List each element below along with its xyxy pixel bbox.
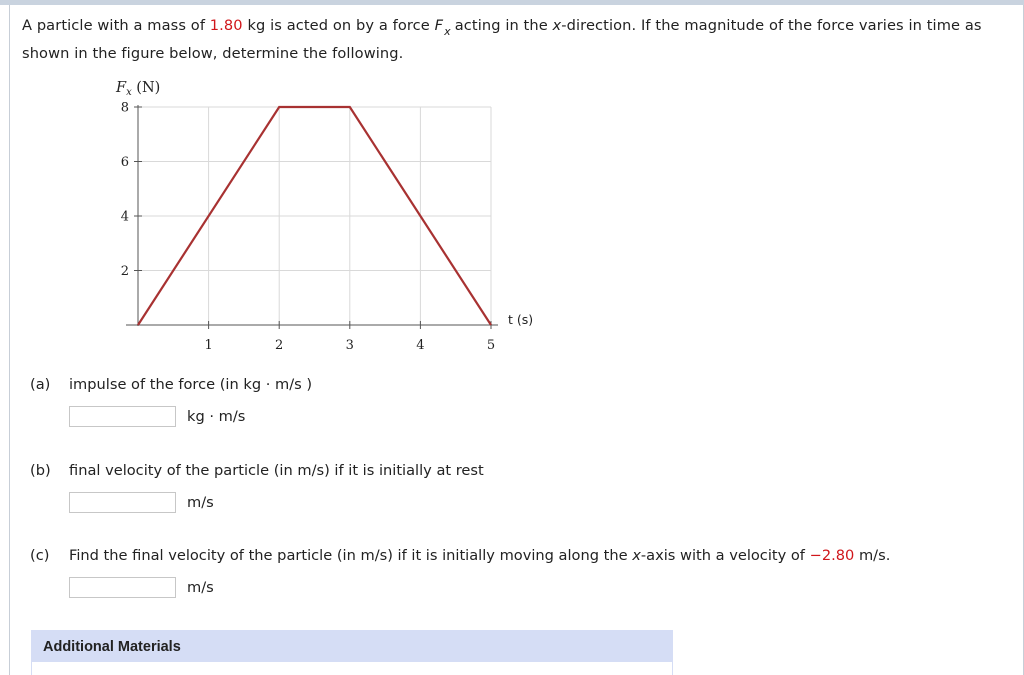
intro-text-2: kg is acted on by a force <box>242 17 435 34</box>
y-tick-label-6: 6 <box>120 155 129 170</box>
part-c-text-1: Find the final velocity of the particle (in m/s) if it is initially moving along the <box>69 547 633 564</box>
force-time-svg <box>100 70 560 360</box>
part-b-answer-input[interactable] <box>69 492 176 513</box>
part-c-velocity-value: −2.80 <box>809 547 855 564</box>
part-c-text-2: -axis with a velocity of <box>640 547 810 564</box>
part-c-unit: m/s <box>187 579 214 596</box>
grid-lines <box>138 107 491 325</box>
part-a-label: (a) <box>30 376 51 393</box>
x-tick-label-4: 4 <box>416 338 425 353</box>
part-c-answer-input[interactable] <box>69 577 176 598</box>
part-b-label: (b) <box>30 462 51 479</box>
part-c-x-italic: x <box>632 547 641 564</box>
y-tick-label-4: 4 <box>120 209 129 225</box>
part-b-unit: m/s <box>187 494 214 511</box>
intro-text-1: A particle with a mass of <box>22 17 210 34</box>
axes <box>126 105 498 329</box>
additional-materials-panel <box>31 630 673 675</box>
additional-materials-body <box>32 662 672 675</box>
part-b-text: final velocity of the particle (in m/s) if it is initially at rest <box>69 462 484 479</box>
part-c-text <box>69 547 890 564</box>
y-tick-label-2: 2 <box>120 264 129 279</box>
x-tick-label-3: 3 <box>345 338 354 353</box>
force-symbol: F <box>434 17 444 34</box>
x-tick-label-2: 2 <box>275 338 284 353</box>
axis-labels <box>115 80 533 327</box>
part-c-label: (c) <box>30 547 50 564</box>
y-tick-label-8: 8 <box>120 100 129 116</box>
force-subscript: x <box>444 25 451 38</box>
part-a-answer-input[interactable] <box>69 406 176 427</box>
part-a-text: impulse of the force (in kg · m/s ) <box>69 376 313 393</box>
y-axis-label: $F_x$ (N) <box>116 80 161 98</box>
intro-text-3: acting in the <box>454 17 553 34</box>
intro-x-italic: x <box>552 17 562 34</box>
question-intro <box>22 12 1012 67</box>
additional-materials-heading[interactable]: Additional Materials <box>43 639 181 655</box>
tick-labels <box>121 101 495 354</box>
x-tick-label-1: 1 <box>204 338 213 353</box>
force-time-graph <box>100 70 560 360</box>
x-tick-label-5: 5 <box>486 338 496 353</box>
intro-text-4: -direction. If the magnitude of the force varies in time as shown in the figure below, determine the following. <box>22 17 982 62</box>
mass-value: 1.80 <box>209 17 243 34</box>
x-axis-label: t (s) <box>508 312 534 327</box>
part-c-text-3: m/s. <box>854 547 891 564</box>
part-a-unit: kg · m/s <box>187 408 246 425</box>
